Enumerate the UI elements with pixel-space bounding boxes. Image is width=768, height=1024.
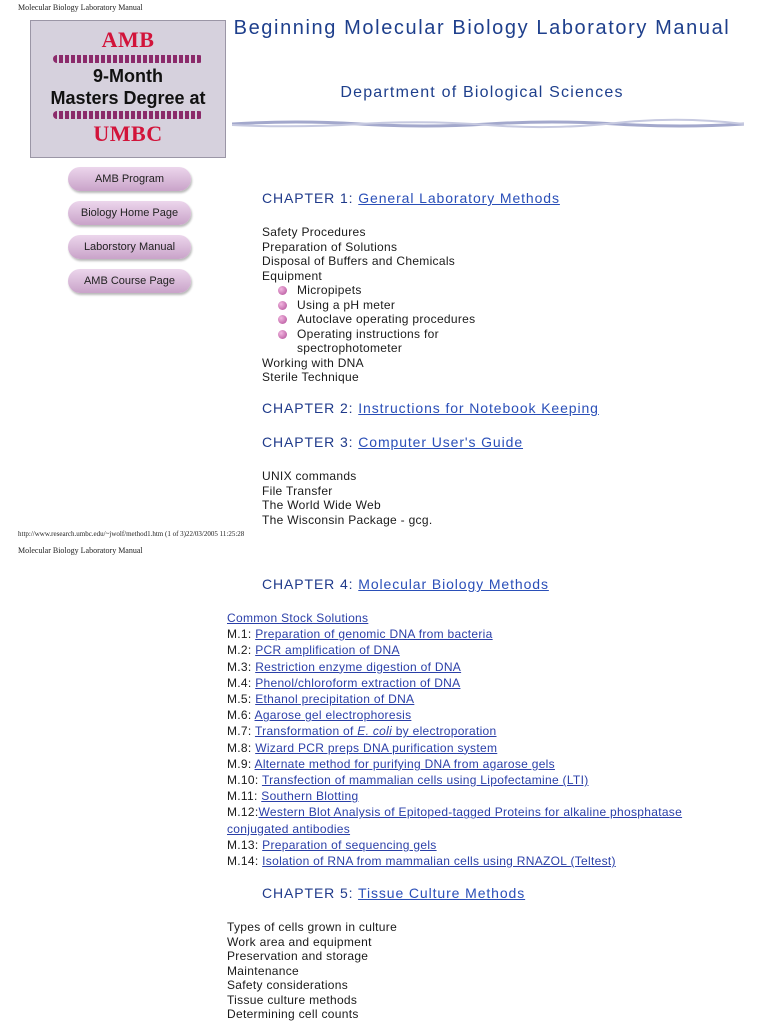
dna-strand-icon	[53, 111, 203, 119]
list-item: File Transfer	[262, 483, 333, 498]
bullet-icon	[278, 286, 287, 295]
logo-amb: AMB	[101, 27, 155, 52]
method-row: M.4: Phenol/chloroform extraction of DNA	[227, 675, 461, 690]
method-row: M.12:Western Blot Analysis of Epitoped-tagged Proteins for alkaline phosphatase	[227, 805, 683, 820]
bullet-icon	[278, 301, 287, 310]
method-row: M.10: Transfection of mammalian cells using Lipofectamine (LTI)	[227, 773, 589, 788]
equipment-item: Operating instructions for spectrophotometer	[278, 327, 522, 356]
chapter-4-prefix: CHAPTER 4:	[262, 576, 354, 592]
list-item: Equipment	[262, 268, 323, 283]
nav-button-amb-program[interactable]: AMB Program	[68, 167, 191, 191]
chapter-1-heading	[262, 190, 560, 206]
bullet-icon	[278, 330, 287, 339]
chapter-5-prefix: CHAPTER 5:	[262, 885, 354, 901]
chapter-1-list	[262, 225, 522, 385]
equipment-item: Autoclave operating procedures	[278, 312, 522, 327]
nav-button-amb-course[interactable]: AMB Course Page	[68, 269, 191, 293]
chapter-3-heading	[262, 434, 523, 450]
chapter-5-heading	[262, 885, 525, 901]
wave-divider	[232, 118, 744, 130]
method-row: M.2: PCR amplification of DNA	[227, 643, 400, 658]
nav-button-biology-home[interactable]: Biology Home Page	[68, 201, 191, 225]
list-item: Preservation and storage	[227, 949, 369, 963]
bullet-icon	[278, 315, 287, 324]
method-row-cont: conjugated antibodies	[227, 821, 351, 836]
chapter-1-prefix: CHAPTER 1:	[262, 190, 354, 206]
logo-line2: 9-Month	[93, 66, 163, 86]
method-row: M.11: Southern Blotting	[227, 789, 359, 804]
department-name: Department of Biological Sciences	[340, 84, 624, 101]
chapter-3-prefix: CHAPTER 3:	[262, 434, 354, 450]
list-item: Safety Procedures	[262, 225, 366, 239]
stock-solutions-link[interactable]: Common Stock Solutions	[227, 611, 369, 625]
method-row: M.9: Alternate method for purifying DNA from agarose gels	[227, 756, 555, 771]
equipment-item: Using a pH meter	[278, 298, 522, 313]
page-header-2: Molecular Biology Laboratory Manual	[18, 546, 143, 555]
equipment-item: Micropipets	[278, 283, 522, 298]
method-row: M.14: Isolation of RNA from mammalian cells using RNAZOL (Teltest)	[227, 854, 616, 869]
nav-button-lab-manual[interactable]: Laborstory Manual	[68, 235, 191, 259]
method-row: M.13: Preparation of sequencing gels	[227, 837, 437, 852]
chapter-2-link[interactable]: Instructions for Notebook Keeping	[358, 400, 599, 416]
list-item: Work area and equipment	[227, 934, 372, 949]
method-row: M.3: Restriction enzyme digestion of DNA	[227, 659, 462, 674]
logo-line3: Masters Degree at	[50, 88, 206, 108]
chapter-2-prefix: CHAPTER 2:	[262, 400, 354, 416]
chapter-4-link[interactable]: Molecular Biology Methods	[358, 576, 549, 592]
dna-strand-icon	[53, 55, 203, 63]
chapter-2-heading	[262, 400, 599, 416]
method-row: M.7: Transformation of E. coli by electroporation	[227, 724, 497, 739]
page-header: Molecular Biology Laboratory Manual	[18, 3, 143, 12]
amb-logo	[30, 20, 226, 158]
list-item: Types of cells grown in culture	[227, 920, 398, 934]
method-row: M.5: Ethanol precipitation of DNA	[227, 692, 415, 707]
list-item: The World Wide Web	[262, 498, 381, 512]
list-item: Maintenance	[227, 963, 300, 978]
chapter-4-heading	[262, 576, 549, 592]
chapter-3-list	[262, 469, 432, 527]
chapter-5-list	[227, 920, 397, 1022]
method-row: M.1: Preparation of genomic DNA from bacteria	[227, 627, 493, 642]
page-title: Beginning Molecular Biology Laboratory Manual	[233, 17, 731, 39]
list-item: Disposal of Buffers and Chemicals	[262, 254, 456, 268]
list-item: Safety considerations	[227, 978, 349, 992]
logo-umbc: UMBC	[93, 121, 163, 146]
list-item: Sterile Technique	[262, 370, 359, 384]
page-footer-url: http://www.research.umbc.edu/~jwolf/method1.htm (1 of 3)22/03/2005 11:25:28	[18, 530, 245, 538]
chapter-3-link[interactable]: Computer User's Guide	[358, 434, 524, 450]
chapter-1-link[interactable]: General Laboratory Methods	[358, 190, 560, 206]
method-row: M.8: Wizard PCR preps DNA purification system	[227, 740, 498, 755]
method-row: M.6: Agarose gel electrophoresis	[227, 708, 412, 723]
list-item: Preparation of Solutions	[262, 239, 398, 254]
list-item: UNIX commands	[262, 469, 357, 483]
list-item: The Wisconsin Package - gcg.	[262, 512, 433, 527]
chapter-5-link[interactable]: Tissue Culture Methods	[358, 885, 526, 901]
list-item: Tissue culture methods	[227, 992, 358, 1007]
chapter-4-list	[227, 610, 747, 869]
list-item: Working with DNA	[262, 355, 364, 370]
list-item: Determining cell counts	[227, 1007, 359, 1021]
